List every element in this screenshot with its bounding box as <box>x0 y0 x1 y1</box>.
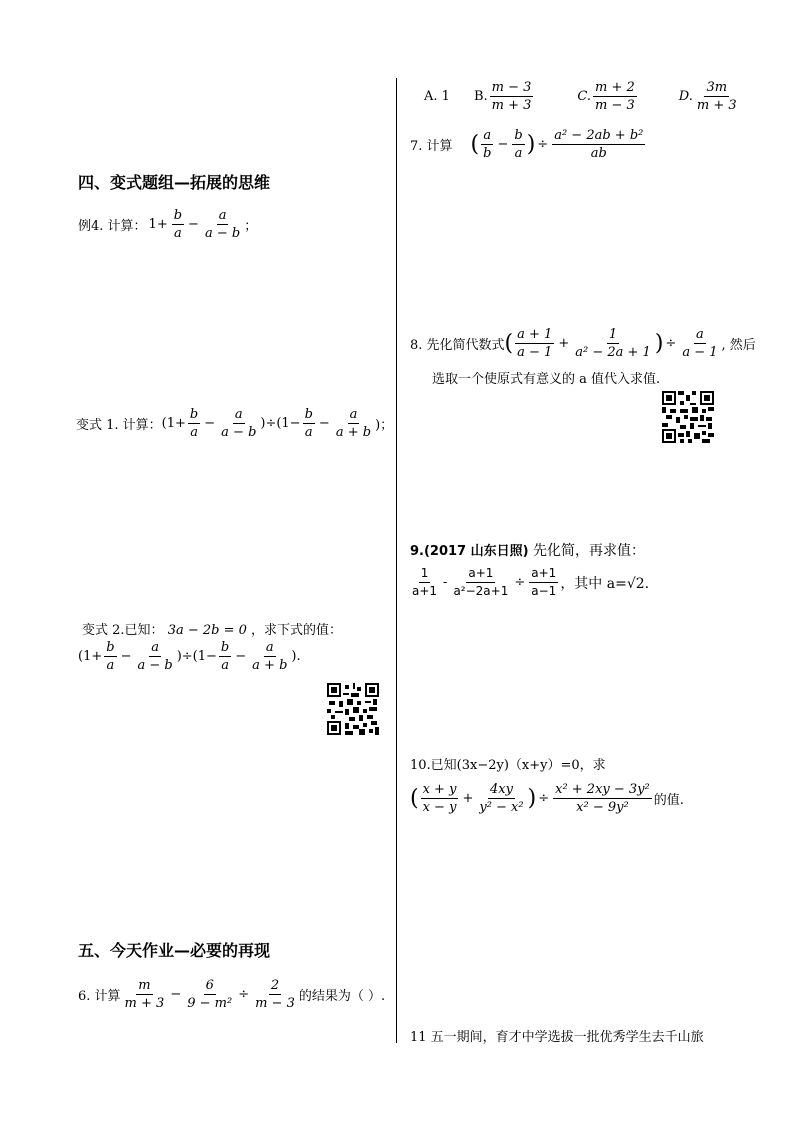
question-6-label: 6. 计算 <box>78 989 121 1004</box>
option-b-fraction: $\frac{m - 3}{m + 3}$ <box>491 80 532 113</box>
fraction: $\frac{\text{a² − 2ab + b²}}{ab}$ <box>554 128 644 161</box>
option-c-label[interactable]: C. <box>577 89 592 104</box>
question-7: 7. 计算 ( $\frac{a}{b}$ − $\frac{b}{a}$ ) ÷ $\frac{\text{a² − 2ab + b²}}{ab}$ <box>410 128 644 161</box>
fraction: $\frac{a}{a + b}$ <box>252 640 288 673</box>
question-8: 8. 先化简代数式 ( $\frac{a + 1}{a - 1}$ + $\frac{1}{\text{a² − 2a + 1}}$ ) ÷ $\frac{a}{a - 1}$ , 然后 <box>410 327 756 360</box>
section-4-heading: 四、变式题组—拓展的思维 <box>78 173 271 192</box>
option-d-label[interactable]: D. <box>678 89 693 104</box>
example-4-label: 例4. 计算： <box>78 219 147 234</box>
fraction: $\frac{b}{a}$ <box>514 128 523 161</box>
fraction: $\frac{a}{b}$ <box>483 128 492 161</box>
question-9-line1: 9.(2017 山东日照) 先化简，再求值： <box>410 543 646 559</box>
fraction: $\frac{a}{a - b}$ <box>221 407 257 440</box>
variant-2-line1: 变式 2.已知： 3a − 2b = 0 ，求下式的值： <box>82 623 343 638</box>
question-8-label: 8. 先化简代数式 <box>410 338 505 353</box>
fraction: $\frac{1}{a+1}$ <box>412 566 438 598</box>
variant-2-expression: (1+ $\frac{b}{a}$ − $\frac{a}{a - b}$ )÷(1− $\frac{b}{a}$ − $\frac{a}{a + b}$ ). <box>78 640 301 673</box>
option-b-label[interactable]: B. <box>473 89 488 104</box>
example-4: 例4. 计算： 1+ $\frac{b}{a}$ − $\frac{a}{a - b}$ ； <box>78 208 258 241</box>
question-6-options <box>424 80 741 113</box>
variant-1-label: 变式 1. 计算： <box>76 418 162 433</box>
fraction: $\frac{2}{m - 3}$ <box>255 978 295 1011</box>
variant-2-label: 变式 2.已知： <box>82 623 164 638</box>
fraction: $\frac{a+1}{\text{a²−2a+1}}$ <box>453 566 509 598</box>
fraction: $\frac{b}{a}$ <box>106 640 115 673</box>
fraction: $\frac{1}{\text{a² − 2a + 1}}$ <box>575 327 651 360</box>
section-5-heading: 五、今天作业—必要的再现 <box>78 941 271 960</box>
fraction: $\frac{a}{a - b}$ <box>204 208 241 241</box>
fraction: $\frac{m}{m + 3}$ <box>124 978 165 1011</box>
question-10-line1: 10.已知(3x−2y)（x+y）=0，求 <box>410 758 606 773</box>
fraction: $\frac{b}{a}$ <box>304 407 313 440</box>
question-9-expression: $\frac{1}{a+1}$ - $\frac{a+1}{\text{a²−2a+1}}$ ÷ $\frac{a+1}{a-1}$ ，其中 a=√2. <box>412 566 650 598</box>
option-a[interactable]: A. 1 <box>424 89 450 104</box>
qr-code-icon[interactable] <box>662 391 714 443</box>
qr-code-icon[interactable] <box>327 683 379 735</box>
fraction: $\frac{a}{a + b}$ <box>335 407 372 440</box>
fraction: $\frac{6}{\text{9 − m²}}$ <box>187 978 233 1011</box>
fraction: $\frac{a + 1}{a - 1}$ <box>517 327 553 360</box>
fraction: $\frac{4xy}{\text{y² − x²}}$ <box>479 782 524 815</box>
question-6: 6. 计算 $\frac{m}{m + 3}$ − $\frac{6}{\text{9 − m²}}$ ÷ $\frac{2}{m - 3}$ 的结果为（ ）. <box>78 978 386 1011</box>
option-d-fraction: $\frac{3m}{m + 3}$ <box>696 80 737 113</box>
question-7-label: 7. 计算 <box>410 139 453 154</box>
fraction: $\frac{a}{a - 1}$ <box>682 327 718 360</box>
fraction: $\frac{b}{a}$ <box>173 208 183 241</box>
fraction: $\frac{a+1}{a-1}$ <box>531 566 557 598</box>
option-c-fraction: $\frac{m + 2}{m - 3}$ <box>595 80 635 113</box>
column-divider <box>396 78 397 1043</box>
fraction: $\frac{x + y}{x - y}$ <box>422 782 457 815</box>
question-11: 11 五一期间，育才中学选拔一批优秀学生去千山旅 <box>410 1030 704 1045</box>
variant-2-condition: 3a − 2b = 0 <box>167 623 247 638</box>
question-9-label: 9. <box>410 544 424 559</box>
fraction: $\frac{\text{x² + 2xy − 3y²}}{\text{x² − 9y²}}$ <box>555 782 650 815</box>
question-9-source: (2017 山东日照) <box>423 544 529 559</box>
question-8-line2: 选取一个使原式有意义的 a 值代入求值. <box>432 372 661 387</box>
fraction: $\frac{b}{a}$ <box>220 640 230 673</box>
fraction: $\frac{b}{a}$ <box>189 407 199 440</box>
question-10-expression: ( $\frac{x + y}{x - y}$ + $\frac{4xy}{\text{y² − x²}}$ ) ÷ $\frac{\text{x² + 2xy − 3y²}}{\text{x² − 9y²}}$ 的值. <box>410 782 684 815</box>
variant-1: 变式 1. 计算： (1+ $\frac{b}{a}$ − $\frac{a}{a - b}$ )÷(1− $\frac{b}{a}$ − $\frac{a}{a + b}$ )； <box>76 407 394 440</box>
fraction: $\frac{a}{a - b}$ <box>137 640 173 673</box>
